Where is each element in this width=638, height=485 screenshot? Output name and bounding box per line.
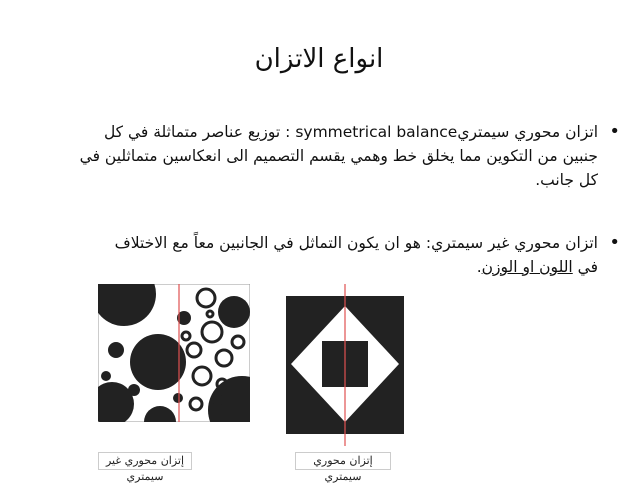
bullet-line-2: جنبين من التكوين مما يخلق خط وهمي يقسم التصميم الى انعكاسين متماثلين في <box>79 147 598 165</box>
symmetric-balance-figure <box>282 284 408 446</box>
bullet-symmetrical <box>35 120 620 192</box>
bullet-text <box>35 231 598 279</box>
bullet-line-3: كل جانب. <box>535 171 598 189</box>
bullet-dot: • <box>609 121 620 142</box>
bullet-line-1: اتزان محوري سيمتريsymmetrical balance : توزيع عناصر متماثلة في كل <box>103 123 598 141</box>
bullet-text <box>35 120 598 192</box>
bullet-asymmetrical <box>35 231 620 279</box>
bullet-line-2-prefix: في <box>572 258 598 276</box>
bullet-line-2-suffix: . <box>476 258 482 276</box>
asymmetric-caption: إتزان محوري غير سيمتري <box>98 452 192 470</box>
bullet-line-1: اتزان محوري غير سيمتري: هو ان يكون التماثل في الجانبين معاً مع الاختلاف <box>114 234 598 252</box>
symmetric-balance-image <box>282 284 408 446</box>
asymmetric-balance-figure <box>98 284 250 422</box>
slide-title: انواع الاتزان <box>254 44 384 74</box>
symmetric-caption: إتزان محوري سيمتري <box>295 452 391 470</box>
bullet-dot: • <box>609 232 620 253</box>
underlined-term: اللون او الوزن <box>481 258 573 276</box>
asymmetric-balance-image <box>98 284 250 422</box>
